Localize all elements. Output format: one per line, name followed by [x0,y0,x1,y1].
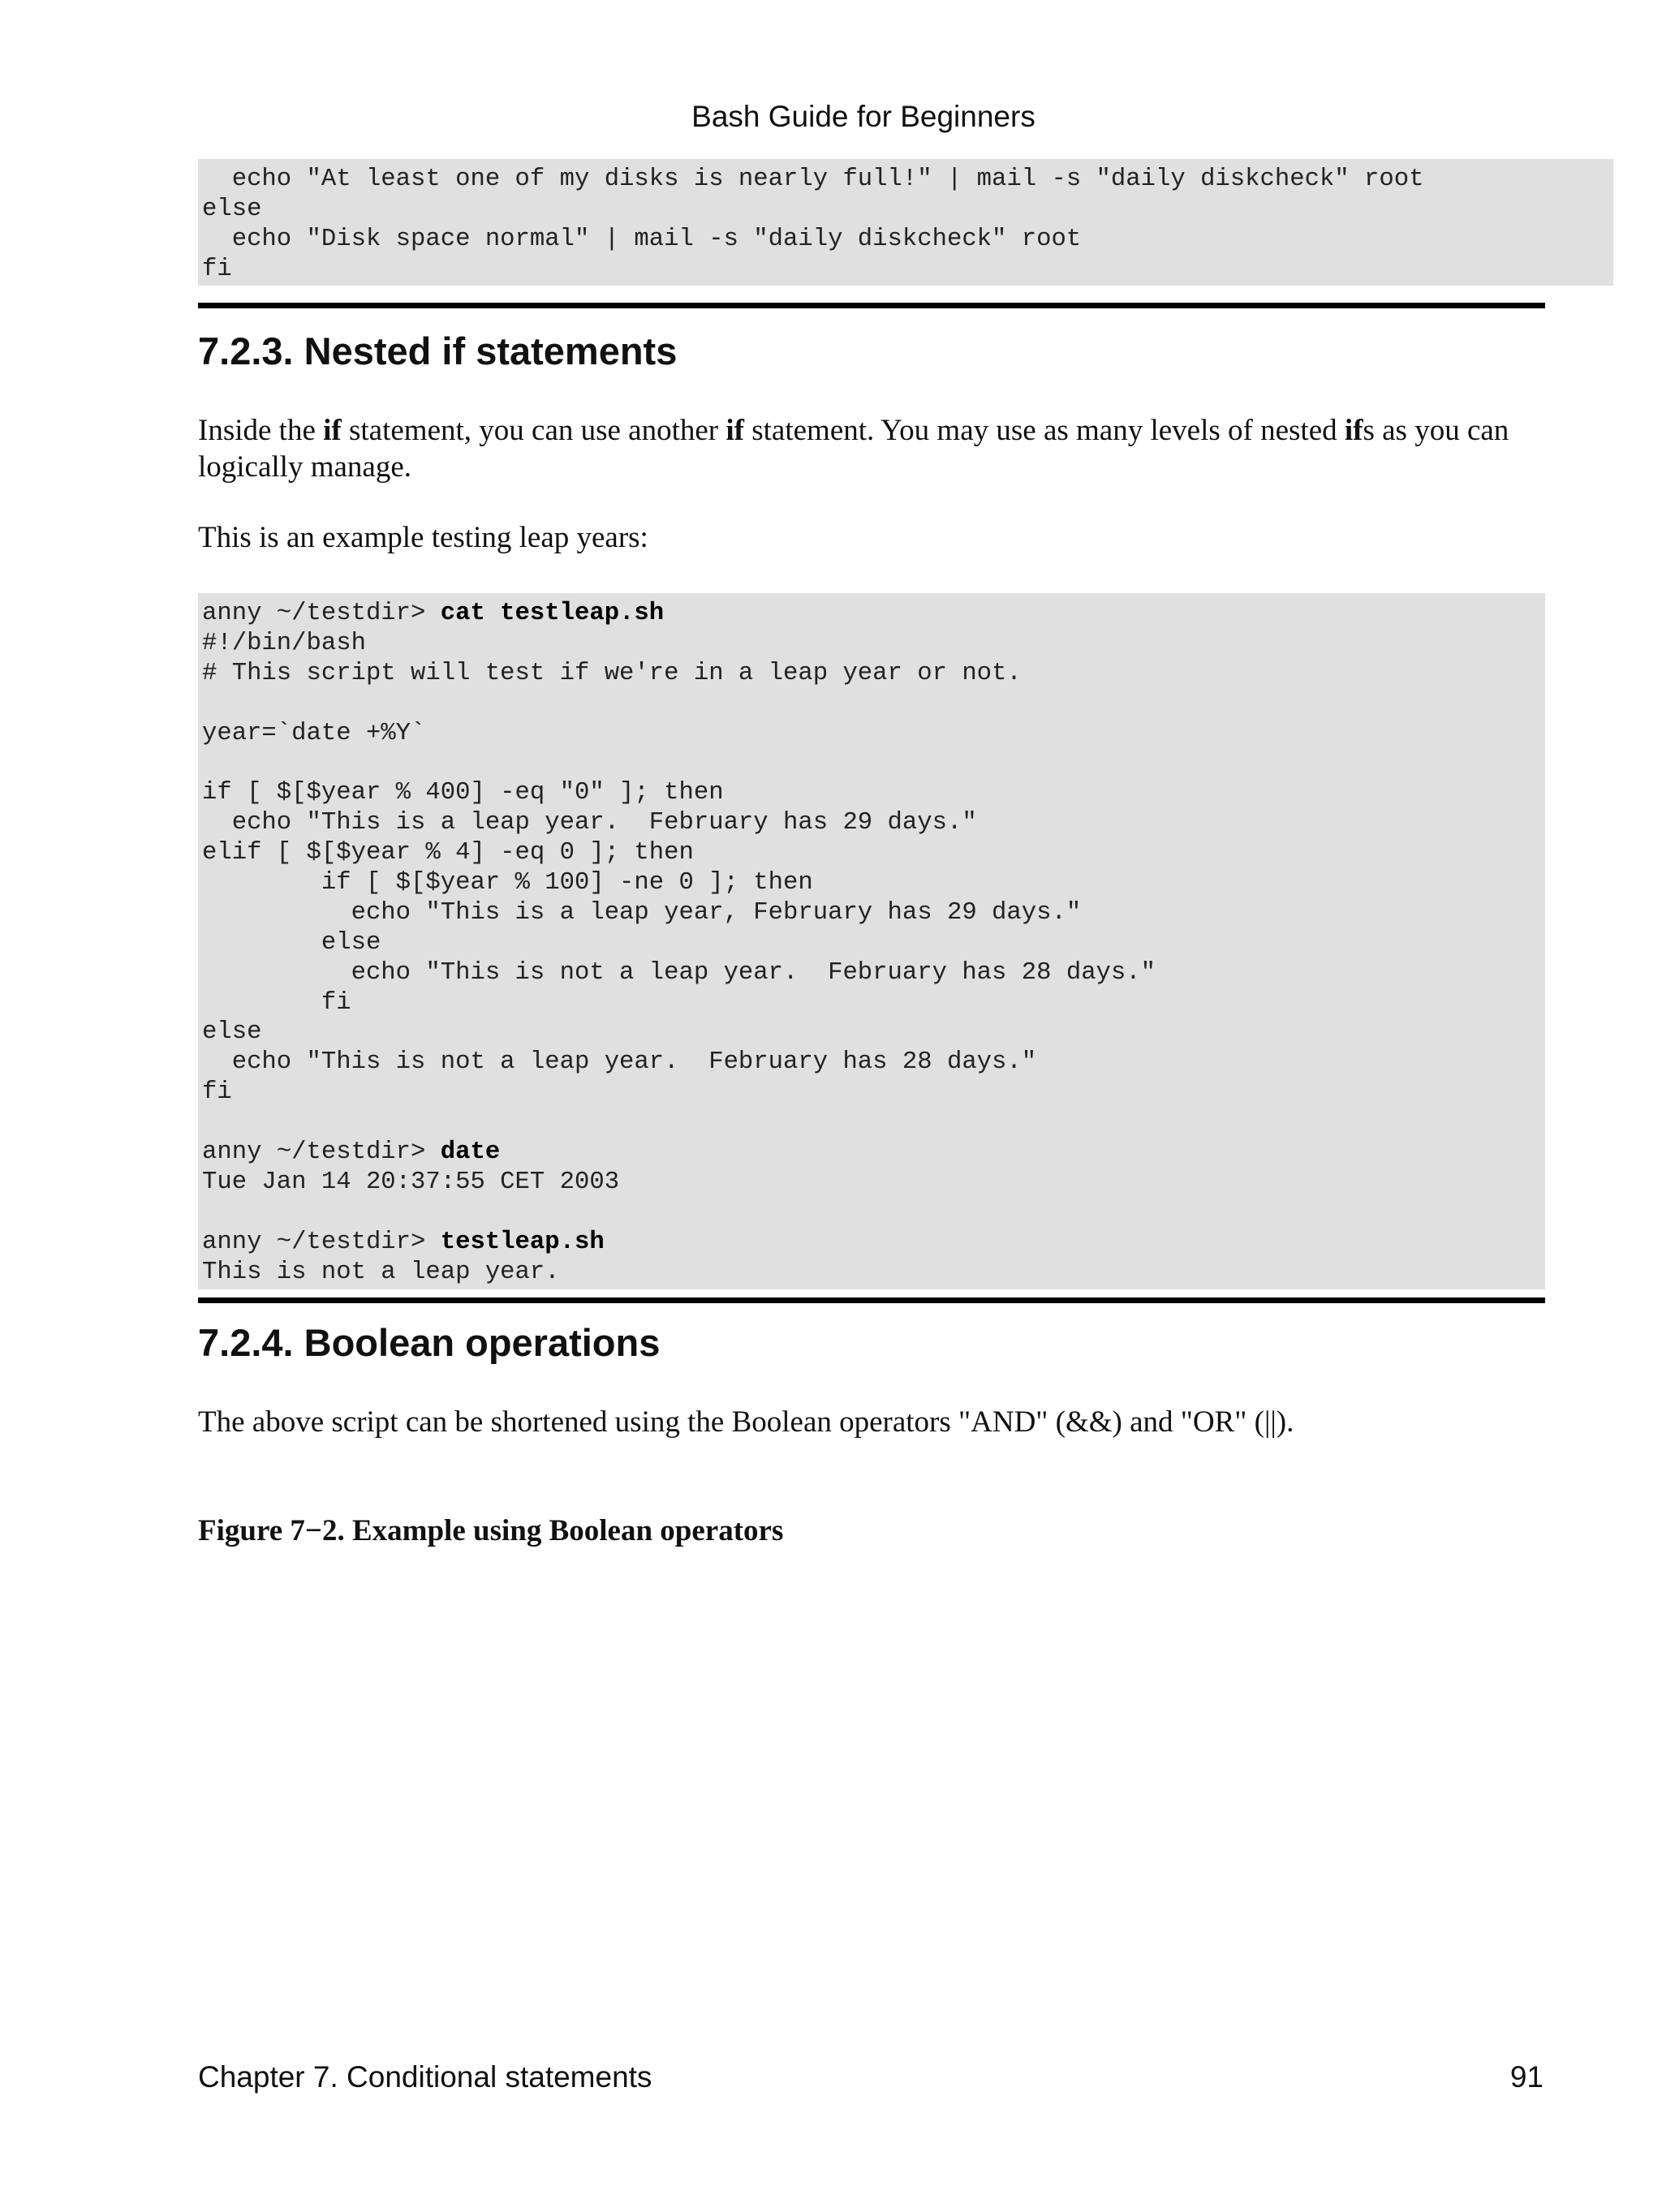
code-line [202,165,1613,195]
page-number: 91 [1509,2060,1544,2094]
code-line [202,1108,1545,1138]
code-line [202,1048,1545,1078]
code-line [202,195,1613,225]
section-title-nested-if: 7.2.3. Nested if statements [198,329,678,372]
paragraph-leap-year-intro: This is an example testing leap years: [198,521,648,554]
running-header: Bash Guide for Beginners [691,100,1036,133]
text-run: statement, you can use another [341,414,726,447]
code-line [202,225,1613,255]
code-line [202,778,1545,808]
code-text: fi [202,255,232,283]
typed-command: date [440,1138,501,1167]
code-text: #!/bin/bash [202,629,366,657]
code-text: echo "Disk space normal" | mail -s "daily diskcheck" root [202,225,1082,253]
keyword-emphasis: if [726,414,744,447]
code-text: elif [ $[$year % 4] -eq 0 ]; then [202,839,694,867]
code-text: echo "This is a leap year. February has 29 days." [202,809,977,837]
code-text: echo "At least one of my disks is nearly full!" | mail -s "daily diskcheck" root [202,166,1424,193]
figure-caption: Figure 7−2. Example using Boolean operators [198,1514,784,1547]
code-text: Tue Jan 14 20:37:55 CET 2003 [202,1168,620,1196]
code-line [202,988,1545,1018]
code-line [202,1018,1545,1048]
code-line [202,808,1545,838]
code-text: anny ~/testdir> [202,600,441,627]
typed-command: testleap.sh [440,1228,605,1256]
typed-command: cat testleap.sh [440,600,665,627]
code-text: echo "This is a leap year, February has 29 days." [202,898,1082,927]
section-divider [198,303,1545,308]
keyword-emphasis: if [323,414,342,447]
code-text: if [ $[$year % 100] -ne 0 ]; then [202,869,813,897]
text-run: Inside the [198,414,324,447]
code-text: echo "This is not a leap year. February has 28 days." [202,1048,1037,1077]
code-line [202,868,1545,898]
keyword-emphasis: if [1344,414,1363,447]
code-text: # This script will test if we're in a leap year or not. [202,659,1022,687]
code-text: fi [202,1078,232,1107]
code-text: anny ~/testdir> [202,1138,441,1167]
text-run: s as you can logically manage. [198,414,1509,484]
code-line [202,928,1545,958]
section-title-boolean-operations: 7.2.4. Boolean operations [198,1321,661,1364]
code-text: else [202,928,381,957]
code-text: year=`date +%Y` [202,719,426,747]
code-line [202,748,1545,778]
code-line [202,689,1545,719]
section-divider [198,1298,1545,1303]
code-line [202,1168,1545,1198]
footer-chapter-title: Chapter 7. Conditional statements [198,2060,652,2094]
code-text: else [202,195,262,223]
code-block-testleap [198,593,1545,1289]
code-line [202,255,1613,285]
code-line [202,898,1545,928]
code-line [202,1138,1545,1168]
code-line [202,629,1545,659]
text-run: statement. You may use as many levels of nested [744,414,1345,447]
code-line [202,1078,1545,1108]
code-line [202,659,1545,689]
code-text: This is not a leap year. [202,1258,560,1286]
code-line [202,1258,1545,1288]
code-text: if [ $[$year % 400] -eq "0" ]; then [202,779,724,807]
code-text: else [202,1018,262,1047]
paragraph-boolean-intro: The above script can be shortened using the Boolean operators "AND" (&&) and "OR" (||). [198,1405,1294,1439]
code-block-disk-check [198,159,1613,286]
code-text: anny ~/testdir> [202,1228,441,1256]
code-line [202,1228,1545,1258]
code-line [202,838,1545,868]
code-text: echo "This is not a leap year. February has 28 days." [202,958,1156,987]
code-line [202,958,1545,988]
code-line [202,599,1545,629]
code-line [202,719,1545,749]
code-line [202,1198,1545,1228]
paragraph-nested-if-intro [198,412,1552,485]
code-text: fi [202,988,351,1017]
